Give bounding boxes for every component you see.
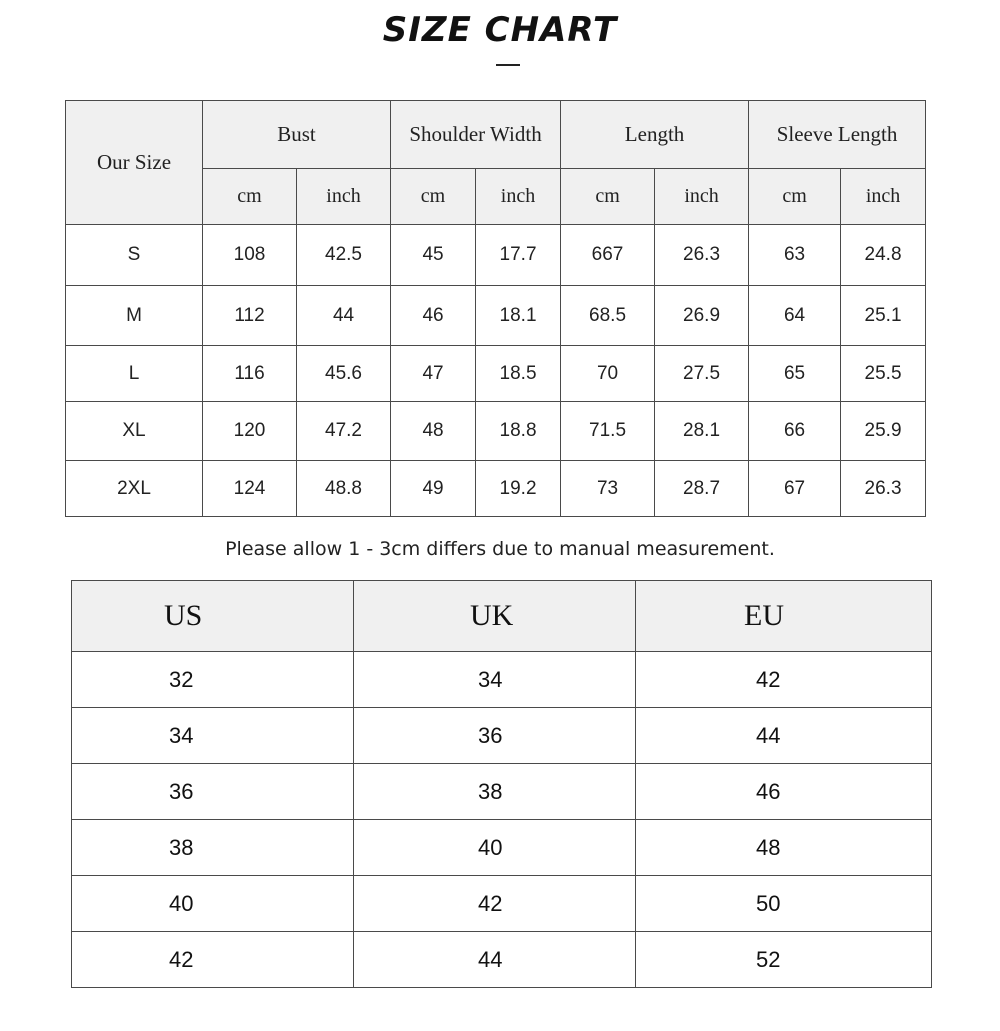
unit-header: inch — [297, 169, 391, 225]
table-cell: 46 — [636, 764, 932, 820]
table-cell: 667 — [561, 225, 655, 286]
table-row — [72, 708, 932, 764]
table-cell: 116 — [203, 346, 297, 402]
table-cell: 48 — [636, 820, 932, 876]
table-cell: 28.1 — [655, 402, 749, 461]
table-cell: 47.2 — [297, 402, 391, 461]
page-title: SIZE CHART — [382, 10, 618, 50]
table-cell: 120 — [203, 402, 297, 461]
header-uk: UK — [354, 581, 636, 652]
table-cell: 45.6 — [297, 346, 391, 402]
table-cell: 63 — [749, 225, 841, 286]
table-row — [72, 876, 932, 932]
table-cell: 25.9 — [841, 402, 926, 461]
our-size-header: Our Size — [66, 101, 203, 225]
table-cell: 27.5 — [655, 346, 749, 402]
table-cell: 38 — [72, 820, 354, 876]
table-cell: 24.8 — [841, 225, 926, 286]
title-divider — [496, 64, 520, 66]
unit-header: cm — [203, 169, 297, 225]
table-cell: 47 — [391, 346, 476, 402]
size-cell: XL — [66, 402, 203, 461]
header-eu: EU — [636, 581, 932, 652]
group-header-length: Length — [561, 101, 749, 169]
table-cell: 50 — [636, 876, 932, 932]
table-cell: 34 — [354, 652, 636, 708]
unit-header: inch — [655, 169, 749, 225]
table-cell: 68.5 — [561, 286, 655, 346]
table-cell: 17.7 — [476, 225, 561, 286]
table-row — [66, 461, 926, 517]
table-cell: 19.2 — [476, 461, 561, 517]
table-cell: 18.1 — [476, 286, 561, 346]
table-cell: 52 — [636, 932, 932, 988]
group-header-sleeve-length: Sleeve Length — [749, 101, 926, 169]
measurement-note: Please allow 1 - 3cm differs due to manual measurement. — [225, 538, 775, 560]
table-cell: 70 — [561, 346, 655, 402]
unit-header: inch — [476, 169, 561, 225]
table-cell: 40 — [72, 876, 354, 932]
table-cell: 49 — [391, 461, 476, 517]
size-cell: 2XL — [66, 461, 203, 517]
table-cell: 28.7 — [655, 461, 749, 517]
size-cell: L — [66, 346, 203, 402]
table-row — [72, 764, 932, 820]
table-cell: 18.5 — [476, 346, 561, 402]
table-cell: 38 — [354, 764, 636, 820]
table-cell: 25.1 — [841, 286, 926, 346]
table-cell: 42 — [636, 652, 932, 708]
table-cell: 42 — [72, 932, 354, 988]
table-row — [66, 402, 926, 461]
table-cell: 36 — [72, 764, 354, 820]
table-row — [72, 932, 932, 988]
table-cell: 48.8 — [297, 461, 391, 517]
group-header-row — [66, 101, 926, 169]
table-cell: 26.9 — [655, 286, 749, 346]
table-cell: 44 — [354, 932, 636, 988]
table-cell: 42 — [354, 876, 636, 932]
table-cell: 48 — [391, 402, 476, 461]
table-cell: 67 — [749, 461, 841, 517]
conversion-header-row — [72, 581, 932, 652]
table-row — [66, 225, 926, 286]
table-cell: 64 — [749, 286, 841, 346]
table-cell: 71.5 — [561, 402, 655, 461]
unit-header: inch — [841, 169, 926, 225]
table-cell: 44 — [297, 286, 391, 346]
table-cell: 36 — [354, 708, 636, 764]
size-conversion-table — [71, 580, 932, 988]
size-cell: S — [66, 225, 203, 286]
table-cell: 26.3 — [655, 225, 749, 286]
table-cell: 44 — [636, 708, 932, 764]
table-cell: 112 — [203, 286, 297, 346]
table-cell: 65 — [749, 346, 841, 402]
size-cell: M — [66, 286, 203, 346]
table-row — [72, 820, 932, 876]
measurement-table — [65, 100, 926, 517]
table-cell: 32 — [72, 652, 354, 708]
group-header-shoulder-width: Shoulder Width — [391, 101, 561, 169]
table-cell: 26.3 — [841, 461, 926, 517]
table-cell: 108 — [203, 225, 297, 286]
table-cell: 42.5 — [297, 225, 391, 286]
unit-header: cm — [391, 169, 476, 225]
table-cell: 124 — [203, 461, 297, 517]
table-cell: 66 — [749, 402, 841, 461]
table-row — [72, 652, 932, 708]
table-cell: 45 — [391, 225, 476, 286]
table-cell: 46 — [391, 286, 476, 346]
table-cell: 34 — [72, 708, 354, 764]
table-cell: 40 — [354, 820, 636, 876]
table-row — [66, 286, 926, 346]
unit-header: cm — [561, 169, 655, 225]
unit-header: cm — [749, 169, 841, 225]
table-row — [66, 346, 926, 402]
group-header-bust: Bust — [203, 101, 391, 169]
header-us: US — [72, 581, 354, 652]
table-cell: 25.5 — [841, 346, 926, 402]
table-cell: 73 — [561, 461, 655, 517]
table-cell: 18.8 — [476, 402, 561, 461]
